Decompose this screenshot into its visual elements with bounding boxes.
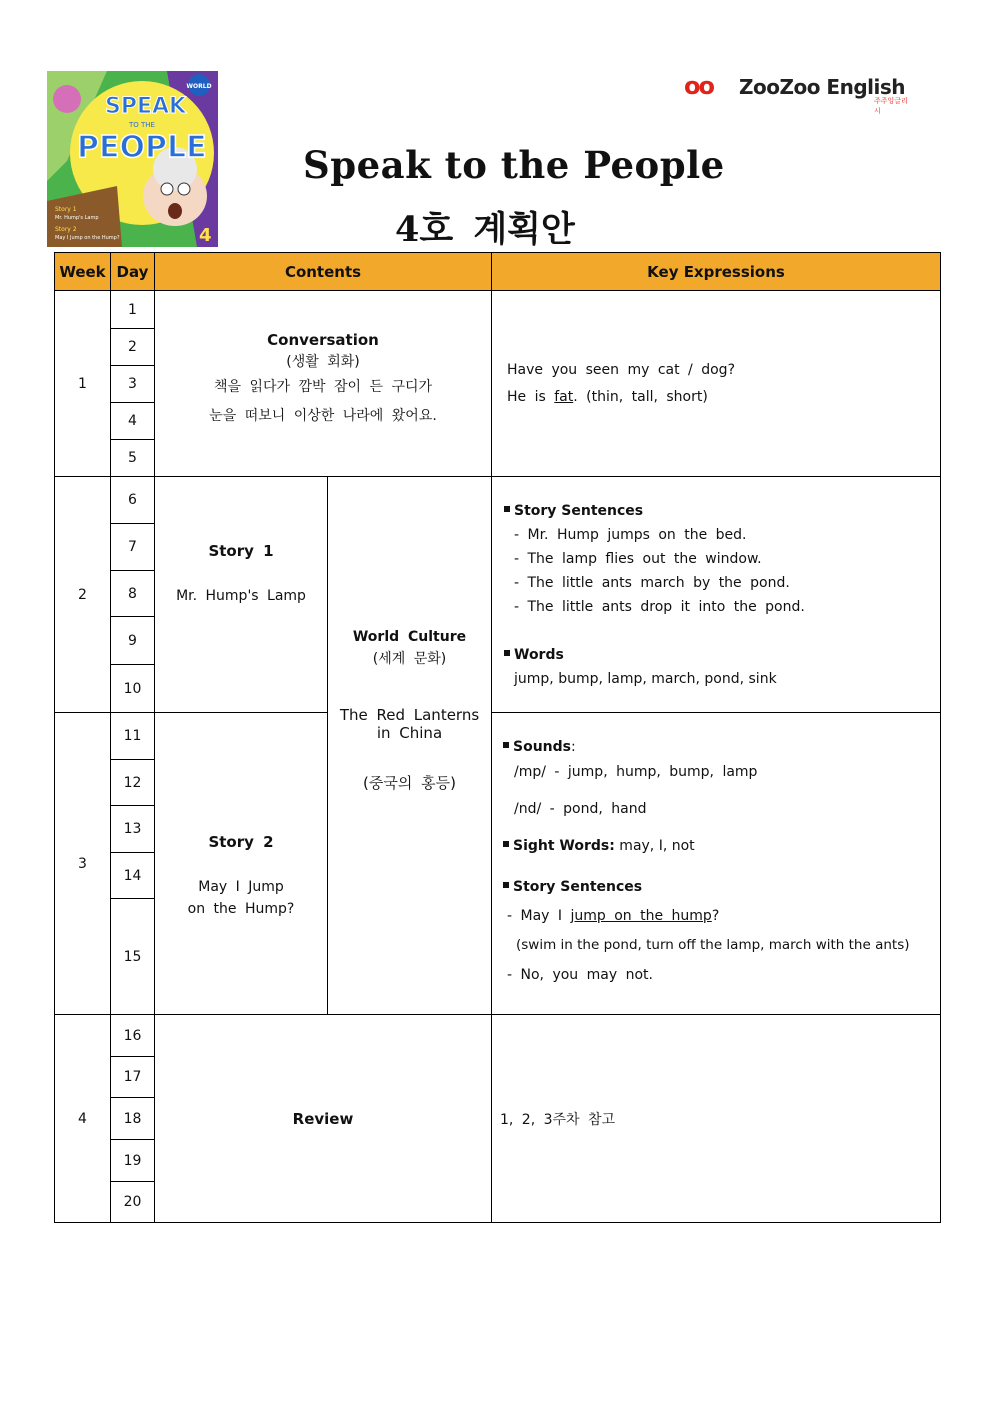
day-cell: 15 (110, 898, 155, 1015)
header-key-expressions: Key Expressions (491, 252, 941, 291)
review-cell: Review (154, 1014, 492, 1223)
logo-subtext: 주주잉글리시 (874, 97, 908, 115)
key-expressions-week4 (491, 1014, 941, 1223)
key2-sentence: - The little ants march by the pond. (514, 575, 790, 591)
cover-story1-label: Story 1 (55, 206, 77, 213)
world-line2: in China (376, 723, 443, 742)
day-cell: 1 (110, 290, 155, 329)
conversation-line2: 눈을 떠보니 이상한 나라에 왔어요. (209, 408, 437, 424)
bullet-icon (504, 506, 510, 512)
key2-sentence: - The lamp flies out the window. (514, 551, 762, 567)
key1-line1: Have you seen my cat / dog? (507, 361, 735, 378)
day-cell: 16 (110, 1014, 155, 1057)
key3-heading-sounds-colon: : (571, 739, 576, 755)
cover-title-top (105, 94, 187, 119)
key2-heading-words: Words (514, 647, 564, 663)
story1-title: Story 1 (208, 541, 274, 560)
cover-badge: WORLD (186, 83, 212, 90)
story1-sub: Mr. Hump's Lamp (176, 587, 306, 604)
day-cell: 4 (110, 402, 155, 440)
conversation-line1: 책을 읽다가 깜박 잠이 든 구디가 (213, 379, 433, 395)
key3-sound1: /mp/ - jump, hump, bump, lamp (514, 764, 758, 780)
cover-story2-title: May I Jump on the Hump? (55, 235, 120, 241)
key3-question-alternatives: (swim in the pond, turn off the lamp, march with the ants) (516, 937, 910, 953)
day-cell: 12 (110, 759, 155, 806)
day-cell: 14 (110, 852, 155, 899)
bullet-icon (503, 841, 509, 847)
day-cell: 13 (110, 805, 155, 853)
cover-number: 4 (199, 225, 212, 246)
day-cell: 8 (110, 570, 155, 617)
day-cell: 11 (110, 712, 155, 760)
day-cell: 3 (110, 365, 155, 403)
cover-title-small: TO THE (129, 121, 155, 129)
key-expressions-week3 (491, 712, 941, 1015)
key1-line2-pre: He is (507, 388, 555, 405)
day-cell: 2 (110, 328, 155, 366)
key4-text: 1, 2, 3주차 참고 (500, 1111, 616, 1128)
week-cell: 3 (54, 712, 111, 1015)
day-cell: 9 (110, 616, 155, 665)
key3-question-post: ? (711, 908, 720, 924)
key3-sound2: /nd/ - pond, hand (514, 801, 647, 817)
key1-line2-underlined: fat (554, 388, 574, 405)
cover-title-main: PEOPLE (77, 130, 207, 165)
header-contents: Contents (154, 252, 492, 291)
key3-answer: - No, you may not. (507, 967, 653, 983)
key2-sentence: - The little ants drop it into the pond. (514, 599, 805, 615)
world-line3: (중국의 홍등) (363, 773, 456, 792)
key1-line2-post: . (thin, tall, short) (573, 388, 708, 405)
zoozoo-logo (684, 72, 909, 115)
header-day: Day (110, 252, 155, 291)
conversation-sub: (생활 회화) (286, 354, 360, 370)
day-cell: 5 (110, 439, 155, 477)
key3-heading-sentences: Story Sentences (513, 879, 643, 895)
book-cover-image (47, 71, 218, 247)
key3-sight-words: may, I, not (614, 838, 695, 854)
world-culture-cell (327, 476, 492, 1015)
story1-cell (154, 476, 328, 713)
header-week: Week (54, 252, 111, 291)
day-cell: 10 (110, 664, 155, 713)
day-cell: 7 (110, 523, 155, 571)
key-expressions-week1 (491, 290, 941, 477)
key3-question-underlined: jump on the hump (570, 908, 712, 924)
day-cell: 19 (110, 1139, 155, 1182)
key3-heading-sight: Sight Words: (513, 838, 615, 854)
page-title: Speak to the People (303, 143, 725, 187)
story2-cell (154, 712, 328, 1015)
week-cell: 2 (54, 476, 111, 713)
bullet-icon (503, 882, 509, 888)
key3-heading-sounds: Sounds (513, 739, 571, 755)
page-subtitle: 4호 계획안 (395, 209, 575, 250)
lesson-plan-table (54, 252, 941, 1223)
world-title: World Culture (352, 628, 467, 645)
cover-story1-title: Mr. Hump's Lamp (55, 215, 99, 221)
svg-text:SPEAK: SPEAK (105, 94, 187, 119)
day-cell: 18 (110, 1097, 155, 1140)
day-cell: 20 (110, 1181, 155, 1223)
week-cell: 4 (54, 1014, 111, 1223)
conversation-title: Conversation (267, 331, 379, 349)
bullet-icon (503, 742, 509, 748)
key3-question-pre: - May I (507, 908, 571, 924)
conversation-cell (154, 290, 492, 477)
world-sub: (세계 문화) (372, 650, 447, 667)
story2-title: Story 2 (208, 832, 274, 851)
story2-sub1: May I Jump (198, 878, 284, 895)
cover-story2-label: Story 2 (55, 226, 77, 233)
key2-words: jump, bump, lamp, march, pond, sink (514, 671, 777, 687)
week-cell: 1 (54, 290, 111, 477)
world-line1: The Red Lanterns (339, 705, 480, 724)
day-cell: 6 (110, 476, 155, 524)
key-expressions-week2 (491, 476, 941, 713)
day-cell: 17 (110, 1056, 155, 1098)
key2-sentence: - Mr. Hump jumps on the bed. (514, 527, 747, 543)
logo-mark-icon: oo (684, 72, 713, 100)
story2-sub2: on the Hump? (187, 900, 295, 917)
logo-text: ZooZoo English (739, 75, 905, 99)
bullet-icon (504, 650, 510, 656)
key2-heading-sentences: Story Sentences (514, 503, 644, 519)
